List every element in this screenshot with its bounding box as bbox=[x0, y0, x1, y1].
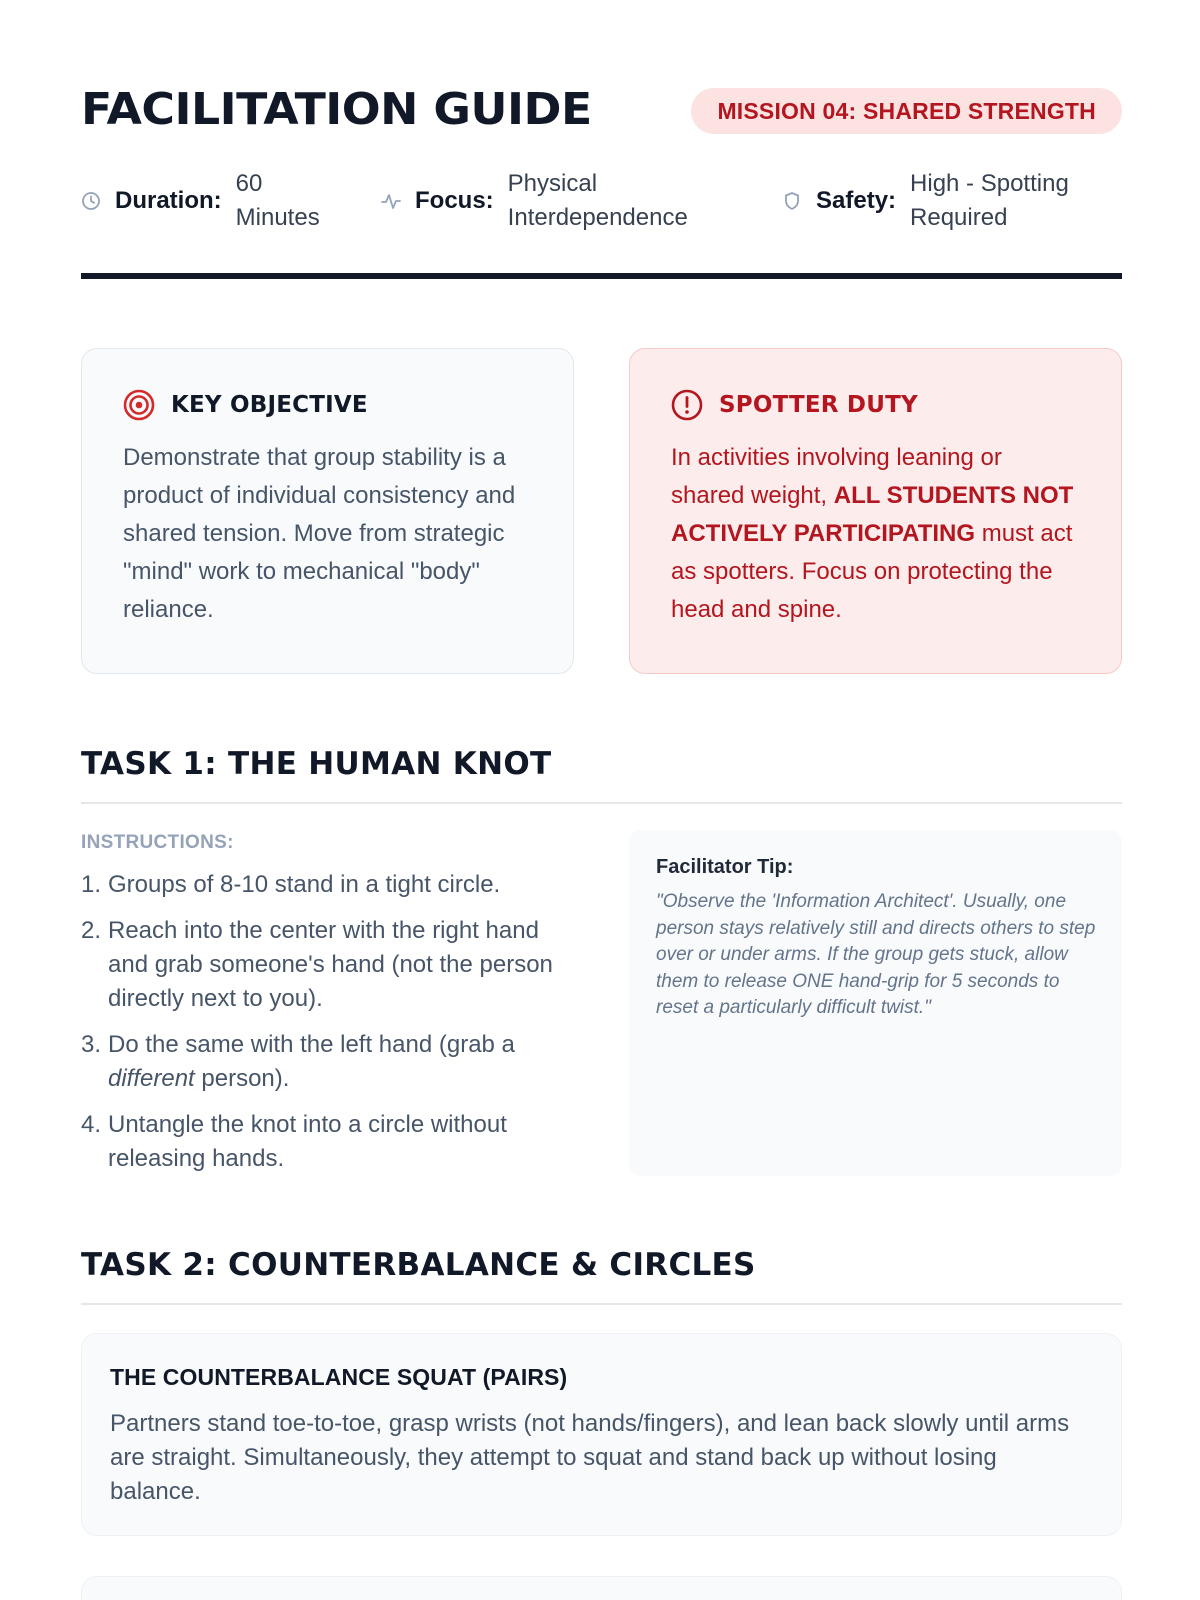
spotter-duty-title: SPOTTER DUTY bbox=[719, 392, 918, 418]
page-title: FACILITATION GUIDE bbox=[81, 84, 592, 135]
target-icon bbox=[123, 389, 155, 421]
task-2-heading: TASK 2: COUNTERBALANCE & CIRCLES bbox=[81, 1247, 756, 1283]
task-1-divider bbox=[81, 802, 1122, 804]
step-number: 3. bbox=[81, 1031, 102, 1058]
meta-safety-value-line-1: High - Spotting bbox=[910, 170, 1069, 197]
meta-focus bbox=[381, 166, 688, 236]
meta-duration-label: Duration: bbox=[115, 187, 222, 214]
meta-bar bbox=[81, 166, 1122, 236]
spotter-duty-text bbox=[671, 439, 1081, 629]
meta-safety-value bbox=[910, 167, 1069, 235]
spotter-duty-header bbox=[671, 389, 1081, 421]
step-item bbox=[81, 1028, 581, 1096]
meta-duration bbox=[81, 166, 320, 236]
step-number: 1. bbox=[81, 871, 102, 898]
clock-icon bbox=[81, 191, 101, 211]
step-item bbox=[81, 1108, 581, 1176]
mission-badge: MISSION 04: SHARED STRENGTH bbox=[691, 88, 1122, 134]
key-objective-title: KEY OBJECTIVE bbox=[171, 392, 368, 418]
step-emphasis: different bbox=[108, 1065, 195, 1092]
activity-icon bbox=[381, 191, 401, 211]
spotter-duty-emphasis: ALL STUDENTS NOT ACTIVELY PARTICIPATING bbox=[671, 482, 1074, 547]
key-objective-text: Demonstrate that group stability is a product of individual consistency and shared tension. Move from strategic "mind" work to mechanical "body" reliance. bbox=[123, 444, 516, 623]
spotter-duty-text-start: In activities involving leaning or shared weight, bbox=[671, 444, 1002, 509]
step-text-end: person). bbox=[194, 1065, 290, 1092]
counterbalance-text: Partners stand toe-to-toe, grasp wrists (not hands/fingers), and lean back slowly until arms are straight. Simultaneously, they attempt to squat and stand back up without losing balance. bbox=[110, 1410, 1070, 1505]
facilitator-tip-text: "Observe the 'Information Architect'. Usually, one person stays relatively still and directs others to step over or under arms. If the group gets stuck, allow them to release ONE hand-grip for 5 seconds to reset a particularly difficult twist." bbox=[656, 891, 1096, 1018]
next-activity-card bbox=[81, 1576, 1122, 1600]
step-text: Reach into the center with the right hand and grab someone's hand (not the person directly next to you). bbox=[108, 917, 553, 1012]
guide-header bbox=[81, 82, 1122, 142]
shield-icon bbox=[782, 191, 802, 211]
facilitator-tip-label: Facilitator Tip: bbox=[656, 856, 794, 878]
key-objective-header bbox=[123, 389, 533, 421]
step-text: Untangle the knot into a circle without releasing hands. bbox=[108, 1111, 507, 1172]
meta-safety-value-line-2: Required bbox=[910, 204, 1008, 231]
meta-focus-label: Focus: bbox=[415, 187, 494, 214]
header-divider bbox=[81, 273, 1122, 279]
meta-focus-value-line-2: Interdependence bbox=[507, 204, 688, 231]
spotter-duty-text-end: must act as spotters. Focus on protecting the head and spine. bbox=[671, 520, 1073, 623]
instructions-label: INSTRUCTIONS: bbox=[81, 832, 234, 853]
task-2-divider bbox=[81, 1303, 1122, 1305]
meta-safety bbox=[782, 166, 1069, 236]
meta-duration-value-line-1: 60 bbox=[235, 170, 263, 197]
alert-circle-icon bbox=[671, 389, 703, 421]
step-item bbox=[81, 868, 581, 902]
step-item bbox=[81, 914, 581, 1016]
meta-duration-value bbox=[236, 167, 320, 235]
task-1-steps bbox=[81, 868, 581, 1188]
meta-focus-value-line-1: Physical bbox=[507, 170, 598, 197]
task-1-heading: TASK 1: THE HUMAN KNOT bbox=[81, 746, 552, 782]
counterbalance-card bbox=[81, 1333, 1122, 1536]
facilitator-tip bbox=[629, 830, 1122, 1176]
facilitation-guide-page bbox=[81, 0, 1122, 1600]
meta-safety-label: Safety: bbox=[816, 187, 897, 214]
spotter-duty-card bbox=[629, 348, 1122, 674]
key-objective-card bbox=[81, 348, 574, 674]
meta-focus-value bbox=[508, 167, 688, 235]
meta-duration-value-line-2: Minutes bbox=[235, 204, 320, 231]
step-text: Groups of 8-10 stand in a tight circle. bbox=[108, 871, 501, 898]
step-text: Do the same with the left hand (grab a bbox=[108, 1031, 515, 1058]
step-number: 2. bbox=[81, 917, 102, 944]
counterbalance-title: THE COUNTERBALANCE SQUAT (PAIRS) bbox=[110, 1364, 568, 1390]
step-number: 4. bbox=[81, 1111, 102, 1138]
